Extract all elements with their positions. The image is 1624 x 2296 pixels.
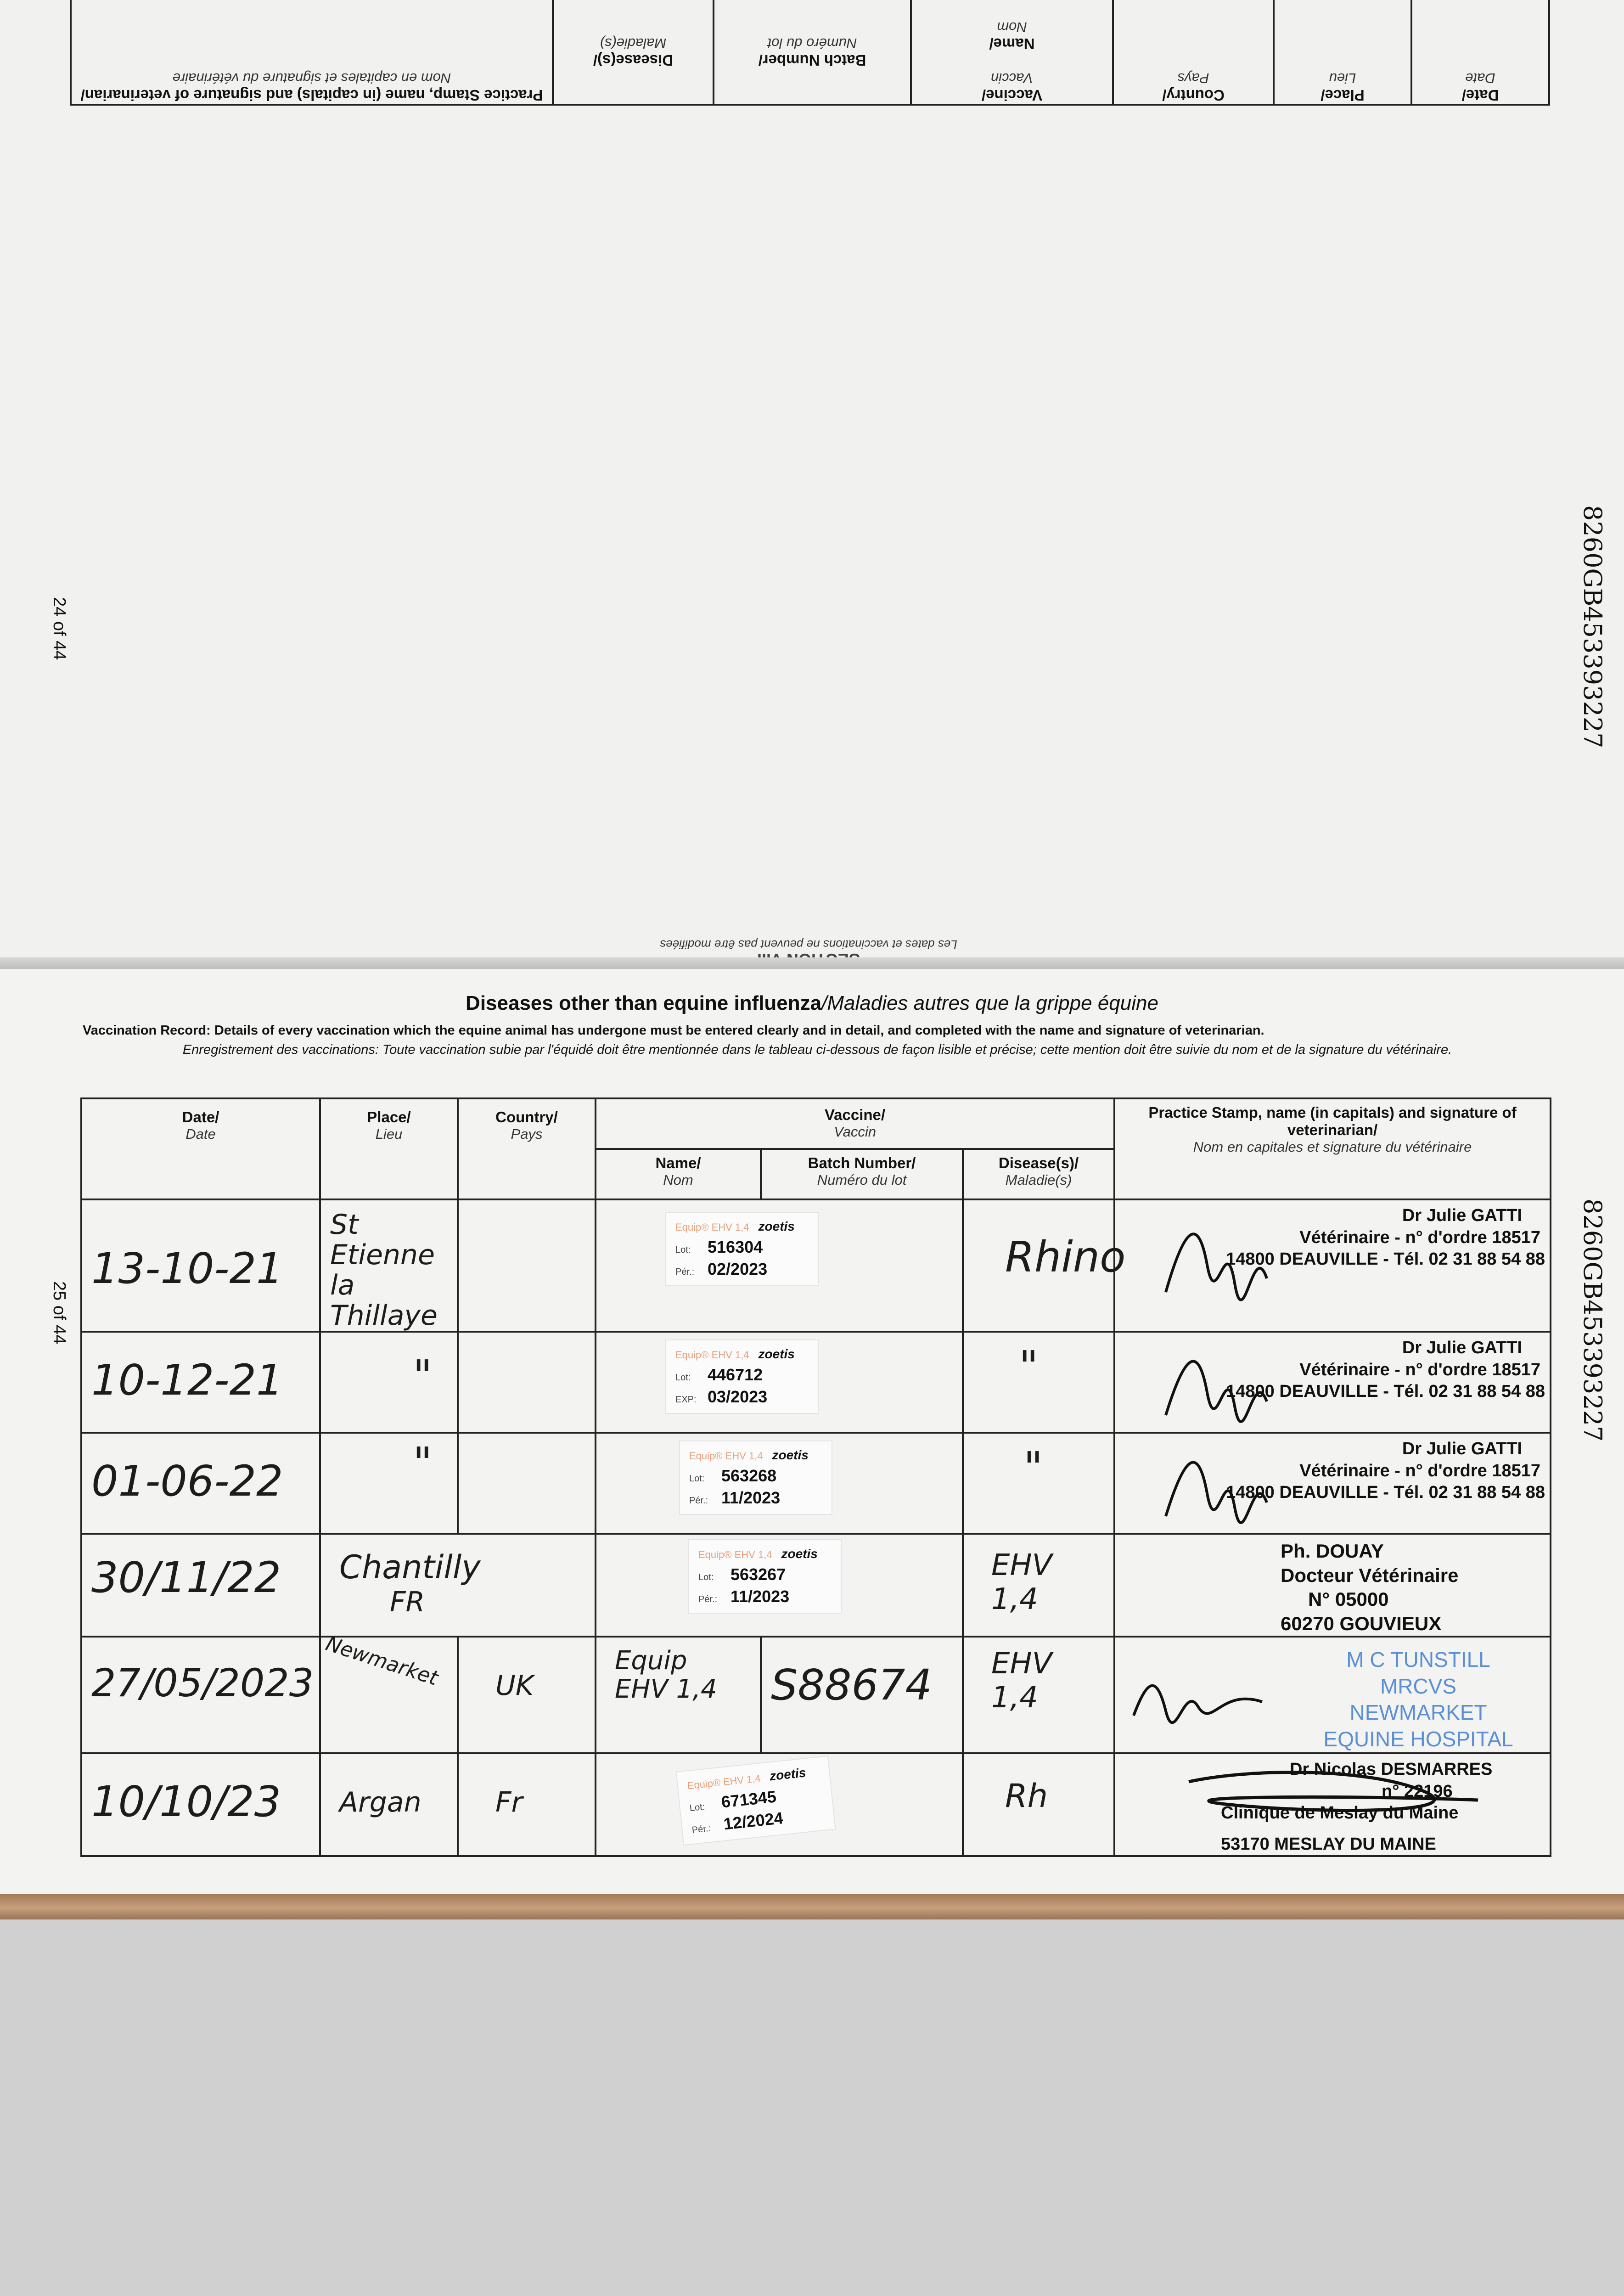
- row-country: [458, 1433, 596, 1534]
- row-place: St Etienne la Thillaye: [320, 1199, 458, 1332]
- top-page: [0, 0, 1624, 969]
- row-country: UK: [458, 1637, 596, 1753]
- row-place: ": [320, 1433, 458, 1534]
- top-page-number: 24 of 44: [50, 597, 69, 660]
- bottom-intro-fr: Enregistrement des vaccinations: Toute vaccination subie par l'équidé doit être mentionnée dans le tableau ci-dessous de façon lisible et précise; cette mention doit être suivie du nom et de la signature du vétérinaire.: [182, 1042, 1452, 1057]
- bottom-intro-en: Vaccination Record: Details of every vaccination which the equine animal has undergone must be entered clearly and in detail, and completed with the name and signature of veterinarian.: [83, 1023, 1264, 1038]
- row-country: [458, 1332, 596, 1433]
- signature-icon: [1157, 1337, 1276, 1424]
- row-stamp: [1114, 1753, 1551, 1856]
- row-stamp: [1114, 1433, 1551, 1534]
- top-header-disease: Disease(s)/ Maladie(s): [553, 0, 714, 105]
- header-country: Country/ Pays: [458, 1098, 596, 1199]
- top-header-country: Country/ Pays: [1113, 0, 1274, 105]
- row-vaccine-name: Equip EHV 1,4: [596, 1637, 761, 1753]
- header-batch: Batch Number/ Numéro du lot: [761, 1149, 963, 1199]
- book-edge: [0, 1894, 1624, 1919]
- table-row: [81, 1332, 1551, 1433]
- row-disease: EHV 1,4: [963, 1534, 1114, 1637]
- row-place: ": [320, 1332, 458, 1433]
- row-stamp: [1114, 1332, 1551, 1433]
- row-place: Argan: [320, 1753, 458, 1856]
- table-row: [81, 1637, 1551, 1753]
- row-date: 01-06-22: [81, 1433, 320, 1534]
- vaccine-sticker: Equip® EHV 1,4 zoetis Lot: 563267 Pér.: 11/2023: [688, 1539, 842, 1614]
- header-stamp: Practice Stamp, name (in capitals) and signature of veterinarian/ Nom en capitales et signature du vétérinaire: [1114, 1098, 1551, 1199]
- row-batch: S88674: [761, 1637, 963, 1753]
- bottom-header-row-1: [81, 1098, 1551, 1149]
- bottom-document-id: 8260GB453393227: [1578, 1199, 1607, 1442]
- vaccine-sticker: Equip® EHV 1,4 zoetis Lot: 516304 Pér.: 02/2023: [665, 1212, 819, 1286]
- row-country: [458, 1199, 596, 1332]
- header-name: Name/ Nom: [596, 1149, 761, 1199]
- top-vaccination-table: [70, 0, 1550, 106]
- vaccine-sticker: Equip® EHV 1,4 zoetis Lot: 671345 Pér.: 12/2024: [675, 1756, 836, 1846]
- vet-stamp: M C TUNSTILL MRCVS NEWMARKET EQUINE HOSPITAL: [1323, 1648, 1513, 1751]
- signature-icon: [1157, 1210, 1276, 1301]
- table-row: [81, 1534, 1551, 1637]
- header-place: Place/ Lieu: [320, 1098, 458, 1199]
- row-date: 30/11/22: [81, 1534, 320, 1637]
- row-vaccine-sticker: [596, 1199, 963, 1332]
- table-row: [81, 1433, 1551, 1534]
- table-row: [81, 1753, 1551, 1856]
- scanner-background: [0, 1919, 1624, 2296]
- top-document-id: 8260GB453393227: [1578, 505, 1607, 748]
- row-place-country: Chantilly FR: [320, 1534, 596, 1637]
- top-header-place: Place/ Lieu: [1274, 0, 1411, 105]
- top-header-date: Date/ Date: [1411, 0, 1549, 105]
- row-disease: ": [963, 1332, 1114, 1433]
- top-header-vaccine-name: Vaccine/ Vaccin Name/ Nom: [911, 0, 1113, 105]
- vet-stamp: Dr Julie GATTI Vétérinaire - n° d'ordre 18517 14800 DEAUVILLE - Tél. 02 31 88 54 88: [1115, 1333, 1550, 1403]
- row-vaccine-sticker: [596, 1534, 963, 1637]
- signature-icon: [1157, 1438, 1276, 1525]
- top-header-batch: Batch Number/ Numéro du lot: [714, 0, 911, 105]
- bottom-title: Diseases other than equine influenza/Maladies autres que la grippe équine: [466, 992, 1158, 1014]
- vet-stamp: Dr Nicolas DESMARRES n° 22196 Clinique de Meslay du Maine 53170 MESLAY DU MAINE: [1115, 1754, 1550, 1855]
- bottom-page: [0, 969, 1624, 1896]
- vet-stamp: Dr Julie GATTI Vétérinaire - n° d'ordre 18517 14800 DEAUVILLE - Tél. 02 31 88 54 88: [1115, 1200, 1550, 1271]
- bottom-vaccination-table: [80, 1097, 1551, 1857]
- top-page-rotated-content: [0, 0, 1624, 969]
- vet-stamp: Dr Julie GATTI Vétérinaire - n° d'ordre 18517 14800 DEAUVILLE - Tél. 02 31 88 54 88: [1115, 1434, 1550, 1504]
- header-vaccine: Vaccine/ Vaccin: [596, 1098, 1114, 1149]
- header-date: Date/ Date: [81, 1098, 320, 1199]
- row-disease: Rh: [963, 1753, 1114, 1856]
- row-country: Fr: [458, 1753, 596, 1856]
- row-vaccine-sticker: [596, 1753, 963, 1856]
- row-vaccine-sticker: [596, 1332, 963, 1433]
- row-vaccine-sticker: [596, 1433, 963, 1534]
- row-place: Newmarket: [320, 1637, 458, 1753]
- vet-stamp: Ph. DOUAY Docteur Vétérinaire N° 05000 60270 GOUVIEUX: [1281, 1540, 1459, 1634]
- row-stamp: [1114, 1534, 1551, 1637]
- top-header-stamp: Practice Stamp, name (in capitals) and signature of veterinarian/ Nom en capitales et signature du vétérinaire: [71, 0, 553, 105]
- table-row: [81, 1199, 1551, 1332]
- row-disease: Rhino: [963, 1199, 1114, 1332]
- row-disease: EHV 1,4: [963, 1637, 1114, 1753]
- row-date: 10/10/23: [81, 1753, 320, 1856]
- row-stamp: [1114, 1637, 1551, 1753]
- vaccine-sticker: Equip® EHV 1,4 zoetis Lot: 563268 Pér.: 11/2023: [679, 1441, 832, 1515]
- top-note: Les dates et vaccinations ne peuvent pas être modifiées: [660, 938, 957, 951]
- row-date: 10-12-21: [81, 1332, 320, 1433]
- vaccine-sticker: Equip® EHV 1,4 zoetis Lot: 446712 EXP: 03/2023: [665, 1339, 819, 1414]
- row-stamp: [1114, 1199, 1551, 1332]
- top-header-row: [71, 0, 1549, 105]
- signature-icon: [1184, 1763, 1483, 1818]
- header-disease: Disease(s)/ Maladie(s): [963, 1149, 1114, 1199]
- row-date: 27/05/2023: [81, 1637, 320, 1753]
- row-disease: ": [963, 1433, 1114, 1534]
- bottom-page-number: 25 of 44: [50, 1281, 69, 1345]
- row-date: 13-10-21: [81, 1199, 320, 1332]
